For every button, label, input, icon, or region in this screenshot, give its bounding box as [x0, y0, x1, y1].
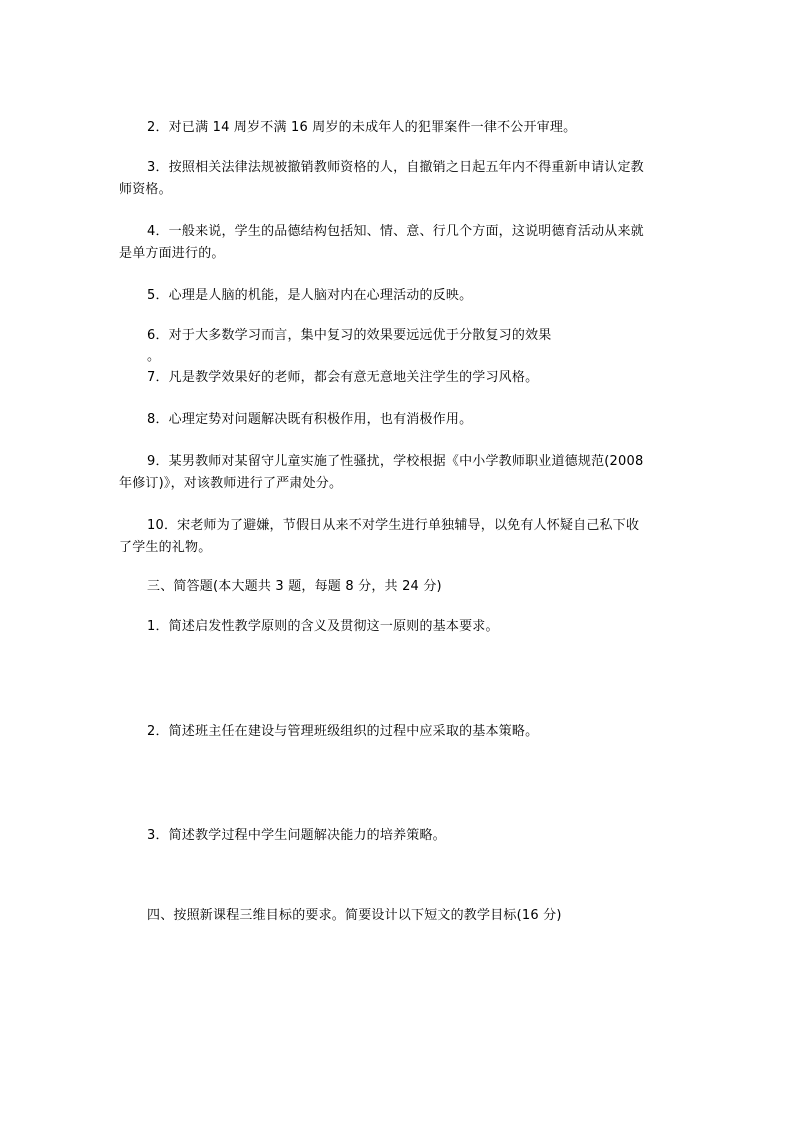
judgement-item-4: 4．一般来说，学生的品德结构包括知、情、意、行几个方面，这说明德育活动从来就 [147, 224, 644, 239]
judgement-item-6: 6．对于大多数学习而言，集中复习的效果要远远优于分散复习的效果 [147, 328, 552, 343]
short-answer-3: 3．简述教学过程中学生问题解决能力的培养策略。 [147, 828, 446, 843]
short-answer-2: 2．简述班主任在建设与管理班级组织的过程中应采取的基本策略。 [147, 724, 539, 739]
judgement-item-5: 5．心理是人脑的机能，是人脑对内在心理活动的反映。 [147, 288, 473, 303]
judgement-item-3-cont: 师资格。 [119, 182, 172, 197]
judgement-item-8: 8．心理定势对问题解决既有积极作用，也有消极作用。 [147, 412, 473, 427]
judgement-item-2: 2．对已满 14 周岁不满 16 周岁的未成年人的犯罪案件一律不公开审理。 [147, 120, 577, 135]
section-4-heading: 四、按照新课程三维目标的要求。简要设计以下短文的教学目标(16 分) [147, 908, 562, 923]
judgement-item-9-cont: 年修订)》，对该教师进行了严肃处分。 [119, 476, 343, 491]
section-3-heading: 三、简答题(本大题共 3 题，每题 8 分，共 24 分) [147, 579, 442, 594]
judgement-item-6-cont: 。 [147, 349, 161, 364]
judgement-item-10: 10．宋老师为了避嫌，节假日从来不对学生进行单独辅导，以免有人怀疑自己私下收 [147, 518, 640, 533]
judgement-item-4-cont: 是单方面进行的。 [119, 246, 225, 261]
judgement-item-7: 7．凡是教学效果好的老师，都会有意无意地关注学生的学习风格。 [147, 370, 539, 385]
judgement-item-9: 9．某男教师对某留守儿童实施了性骚扰，学校根据《中小学教师职业道德规范(2008 [147, 454, 644, 469]
judgement-item-3: 3．按照相关法律法规被撤销教师资格的人，自撤销之日起五年内不得重新申请认定教 [147, 160, 644, 175]
judgement-item-10-cont: 了学生的礼物。 [119, 540, 212, 555]
short-answer-1: 1．简述启发性教学原则的含义及贯彻这一原则的基本要求。 [147, 619, 499, 634]
